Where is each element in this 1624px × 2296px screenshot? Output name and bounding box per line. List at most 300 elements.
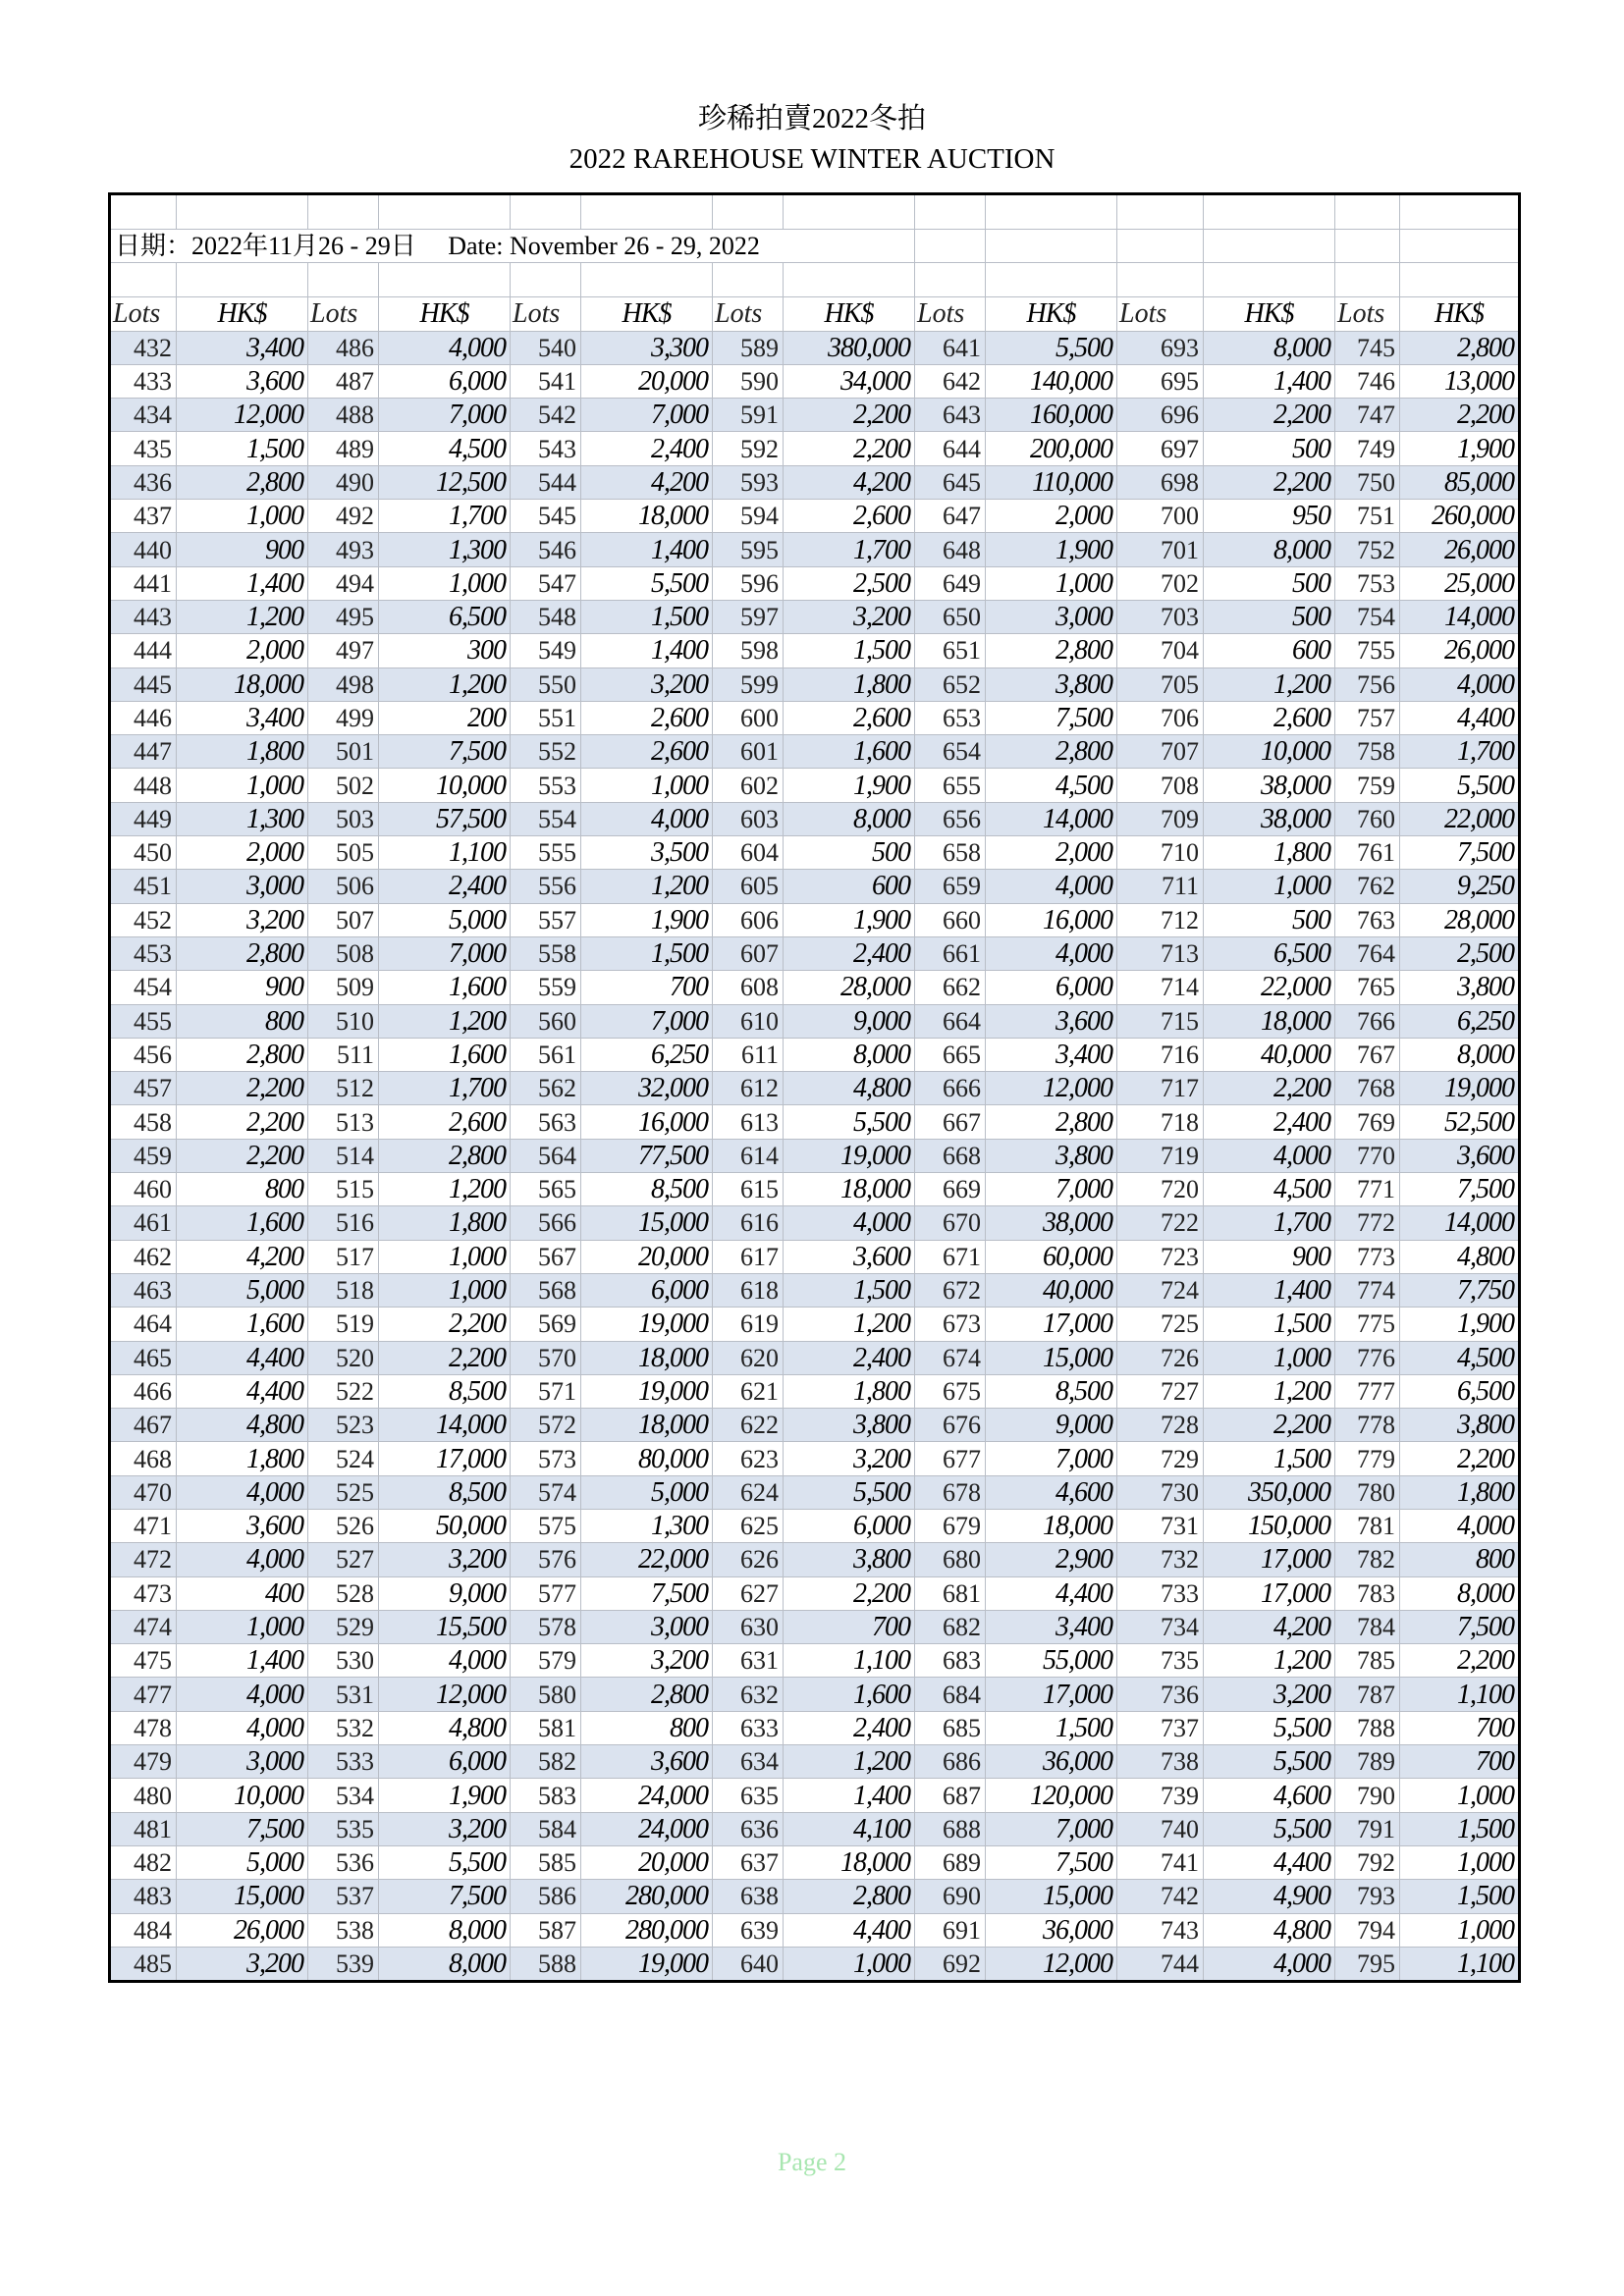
lot-number: 523 (308, 1409, 379, 1442)
lot-number: 519 (308, 1308, 379, 1341)
column-header-row (110, 297, 1520, 331)
table-row (110, 701, 1520, 734)
hammer-price: 4,400 (177, 1374, 308, 1408)
hammer-price: 2,400 (784, 936, 915, 970)
hammer-price: 85,000 (1400, 465, 1520, 499)
hammer-price: 2,500 (784, 566, 915, 600)
lot-number: 562 (511, 1072, 581, 1105)
hammer-price: 4,800 (1400, 1240, 1520, 1273)
lot-number: 592 (713, 432, 784, 465)
hammer-price: 1,800 (784, 1374, 915, 1408)
lot-number: 638 (713, 1880, 784, 1913)
hammer-price: 1,900 (379, 1779, 511, 1812)
lot-number: 760 (1335, 802, 1400, 835)
lot-number: 498 (308, 667, 379, 701)
hammer-price: 3,200 (379, 1543, 511, 1576)
lot-number: 445 (110, 667, 177, 701)
lot-number: 589 (713, 331, 784, 364)
hammer-price: 3,200 (581, 1644, 713, 1678)
hammer-price: 1,000 (177, 769, 308, 802)
hammer-price: 2,800 (177, 1038, 308, 1071)
lot-number: 739 (1117, 1779, 1204, 1812)
date-row (110, 230, 1520, 263)
hammer-price: 2,200 (379, 1341, 511, 1374)
hammer-price: 160,000 (986, 399, 1117, 432)
lot-number: 641 (915, 331, 986, 364)
lot-number: 635 (713, 1779, 784, 1812)
hammer-price: 6,250 (1400, 1004, 1520, 1038)
lot-number: 472 (110, 1543, 177, 1576)
lot-number: 717 (1117, 1072, 1204, 1105)
lots-column-header: Lots (110, 297, 177, 331)
lot-number: 560 (511, 1004, 581, 1038)
lot-number: 603 (713, 802, 784, 835)
lot-number: 453 (110, 936, 177, 970)
hammer-price: 350,000 (1204, 1475, 1335, 1509)
hammer-price: 6,250 (581, 1038, 713, 1071)
lot-number: 788 (1335, 1711, 1400, 1744)
lot-number: 766 (1335, 1004, 1400, 1038)
table-row (110, 1845, 1520, 1879)
hammer-price: 57,500 (379, 802, 511, 835)
auction-title-chinese: 珍稀拍賣2022冬拍 (697, 103, 926, 134)
lot-number: 527 (308, 1543, 379, 1576)
lot-number: 440 (110, 533, 177, 566)
hammer-price: 500 (784, 836, 915, 870)
lot-number: 590 (713, 364, 784, 398)
lot-number: 506 (308, 870, 379, 903)
table-row (110, 1409, 1520, 1442)
hammer-price: 8,000 (784, 802, 915, 835)
lot-number: 466 (110, 1374, 177, 1408)
hammer-price: 7,500 (379, 735, 511, 769)
lot-number: 530 (308, 1644, 379, 1678)
lot-number: 643 (915, 399, 986, 432)
hammer-price: 1,500 (177, 432, 308, 465)
table-row (110, 1947, 1520, 1981)
hammer-price: 950 (1204, 500, 1335, 533)
table-row (110, 1038, 1520, 1071)
hammer-price: 2,200 (1204, 1409, 1335, 1442)
hammer-price: 14,000 (379, 1409, 511, 1442)
lot-number: 558 (511, 936, 581, 970)
lot-number: 669 (915, 1173, 986, 1206)
hammer-price: 50,000 (379, 1509, 511, 1542)
hammer-price: 4,000 (581, 802, 713, 835)
lot-number: 598 (713, 634, 784, 667)
table-row (110, 432, 1520, 465)
hammer-price: 2,800 (379, 1139, 511, 1172)
lot-number: 620 (713, 1341, 784, 1374)
hammer-price: 1,800 (1400, 1475, 1520, 1509)
lot-number: 652 (915, 667, 986, 701)
hammer-price: 4,200 (1204, 1610, 1335, 1643)
hammer-price: 4,500 (1400, 1341, 1520, 1374)
hammer-price: 8,000 (1204, 533, 1335, 566)
hammer-price: 3,400 (986, 1610, 1117, 1643)
lot-number: 621 (713, 1374, 784, 1408)
lot-number: 692 (915, 1947, 986, 1981)
hammer-price: 1,900 (1400, 432, 1520, 465)
hammer-price: 19,000 (784, 1139, 915, 1172)
lot-number: 790 (1335, 1779, 1400, 1812)
lot-number: 563 (511, 1105, 581, 1139)
lot-number: 605 (713, 870, 784, 903)
hammer-price: 10,000 (177, 1779, 308, 1812)
lot-number: 720 (1117, 1173, 1204, 1206)
lot-number: 787 (1335, 1678, 1400, 1711)
table-row (110, 399, 1520, 432)
lot-number: 545 (511, 500, 581, 533)
hammer-price: 5,500 (1204, 1711, 1335, 1744)
hammer-price: 2,800 (986, 735, 1117, 769)
hammer-price: 380,000 (784, 331, 915, 364)
hammer-price: 3,800 (1400, 1409, 1520, 1442)
hammer-price: 25,000 (1400, 566, 1520, 600)
lot-number: 599 (713, 667, 784, 701)
price-column-header: HK$ (1400, 297, 1520, 331)
hammer-price: 1,300 (177, 802, 308, 835)
hammer-price: 3,000 (986, 600, 1117, 633)
hammer-price: 1,800 (177, 1442, 308, 1475)
lot-number: 577 (511, 1576, 581, 1610)
auction-date: 日期：2022年11月26 - 29日 Date: November 26 - 29, 2022 (110, 230, 915, 263)
lot-number: 465 (110, 1341, 177, 1374)
hammer-price: 4,100 (784, 1812, 915, 1845)
hammer-price: 7,500 (1400, 1610, 1520, 1643)
lot-number: 555 (511, 836, 581, 870)
lots-column-header: Lots (1117, 297, 1204, 331)
lot-number: 455 (110, 1004, 177, 1038)
hammer-price: 3,200 (581, 667, 713, 701)
lot-number: 637 (713, 1845, 784, 1879)
lot-number: 539 (308, 1947, 379, 1981)
hammer-price: 40,000 (986, 1273, 1117, 1307)
lot-number: 616 (713, 1206, 784, 1240)
hammer-price: 4,400 (1204, 1845, 1335, 1879)
hammer-price: 2,800 (177, 936, 308, 970)
lot-number: 687 (915, 1779, 986, 1812)
hammer-price: 5,500 (784, 1105, 915, 1139)
lot-number: 734 (1117, 1610, 1204, 1643)
hammer-price: 38,000 (1204, 769, 1335, 802)
table-row (110, 735, 1520, 769)
hammer-price: 6,000 (581, 1273, 713, 1307)
hammer-price: 5,000 (177, 1273, 308, 1307)
hammer-price: 3,800 (986, 667, 1117, 701)
hammer-price: 18,000 (581, 500, 713, 533)
hammer-price: 2,500 (1400, 936, 1520, 970)
hammer-price: 26,000 (1400, 634, 1520, 667)
lot-number: 493 (308, 533, 379, 566)
hammer-price: 900 (1204, 1240, 1335, 1273)
lot-number: 740 (1117, 1812, 1204, 1845)
hammer-price: 18,000 (177, 667, 308, 701)
hammer-price: 6,000 (379, 1745, 511, 1779)
lot-number: 486 (308, 331, 379, 364)
lot-number: 614 (713, 1139, 784, 1172)
lot-number: 554 (511, 802, 581, 835)
hammer-price: 15,000 (986, 1341, 1117, 1374)
hammer-price: 80,000 (581, 1442, 713, 1475)
hammer-price: 4,200 (581, 465, 713, 499)
lot-number: 701 (1117, 533, 1204, 566)
lot-number: 636 (713, 1812, 784, 1845)
table-row (110, 1442, 1520, 1475)
lot-number: 690 (915, 1880, 986, 1913)
lot-number: 671 (915, 1240, 986, 1273)
lot-number: 470 (110, 1475, 177, 1509)
hammer-price: 1,700 (379, 500, 511, 533)
price-column-header: HK$ (784, 297, 915, 331)
table-row (110, 1072, 1520, 1105)
lot-number: 682 (915, 1610, 986, 1643)
lot-number: 789 (1335, 1745, 1400, 1779)
lot-number: 611 (713, 1038, 784, 1071)
lot-number: 513 (308, 1105, 379, 1139)
lot-number: 456 (110, 1038, 177, 1071)
lot-number: 518 (308, 1273, 379, 1307)
hammer-price: 10,000 (379, 769, 511, 802)
table-row (110, 1004, 1520, 1038)
hammer-price: 40,000 (1204, 1038, 1335, 1071)
lot-number: 632 (713, 1678, 784, 1711)
hammer-price: 4,800 (177, 1409, 308, 1442)
lot-number: 670 (915, 1206, 986, 1240)
table-row (110, 634, 1520, 667)
hammer-price: 10,000 (1204, 735, 1335, 769)
table-row (110, 465, 1520, 499)
hammer-price: 22,000 (581, 1543, 713, 1576)
lot-number: 485 (110, 1947, 177, 1981)
lot-number: 658 (915, 836, 986, 870)
hammer-price: 3,600 (784, 1240, 915, 1273)
hammer-price: 7,000 (986, 1812, 1117, 1845)
lot-number: 768 (1335, 1072, 1400, 1105)
hammer-price: 8,500 (379, 1374, 511, 1408)
lot-number: 645 (915, 465, 986, 499)
hammer-price: 500 (1204, 903, 1335, 936)
table-row (110, 1509, 1520, 1542)
lot-number: 793 (1335, 1880, 1400, 1913)
blank-row (110, 263, 1520, 297)
lot-number: 535 (308, 1812, 379, 1845)
hammer-price: 1,100 (1400, 1947, 1520, 1981)
lot-number: 565 (511, 1173, 581, 1206)
hammer-price: 7,000 (379, 399, 511, 432)
lot-number: 693 (1117, 331, 1204, 364)
hammer-price: 1,000 (379, 1240, 511, 1273)
lot-number: 718 (1117, 1105, 1204, 1139)
lot-number: 736 (1117, 1678, 1204, 1711)
hammer-price: 2,600 (784, 500, 915, 533)
lot-number: 713 (1117, 936, 1204, 970)
lot-number: 488 (308, 399, 379, 432)
hammer-price: 4,500 (986, 769, 1117, 802)
lot-number: 612 (713, 1072, 784, 1105)
lot-number: 553 (511, 769, 581, 802)
lot-number: 528 (308, 1576, 379, 1610)
lot-number: 750 (1335, 465, 1400, 499)
hammer-price: 4,600 (1204, 1779, 1335, 1812)
hammer-price: 36,000 (986, 1745, 1117, 1779)
table-row (110, 1711, 1520, 1744)
lot-number: 544 (511, 465, 581, 499)
hammer-price: 3,200 (1204, 1678, 1335, 1711)
lot-number: 726 (1117, 1341, 1204, 1374)
hammer-price: 3,800 (784, 1409, 915, 1442)
hammer-price: 1,000 (1400, 1845, 1520, 1879)
lot-number: 675 (915, 1374, 986, 1408)
hammer-price: 2,800 (177, 465, 308, 499)
lot-number: 676 (915, 1409, 986, 1442)
lot-number: 610 (713, 1004, 784, 1038)
lot-number: 648 (915, 533, 986, 566)
hammer-price: 4,500 (1204, 1173, 1335, 1206)
hammer-price: 22,000 (1400, 802, 1520, 835)
lot-number: 522 (308, 1374, 379, 1408)
lot-number: 550 (511, 667, 581, 701)
hammer-price: 3,800 (1400, 971, 1520, 1004)
hammer-price: 120,000 (986, 1779, 1117, 1812)
hammer-price: 1,000 (581, 769, 713, 802)
lot-number: 569 (511, 1308, 581, 1341)
hammer-price: 1,800 (379, 1206, 511, 1240)
lot-number: 769 (1335, 1105, 1400, 1139)
hammer-price: 1,600 (784, 735, 915, 769)
lot-number: 754 (1335, 600, 1400, 633)
hammer-price: 7,500 (1400, 836, 1520, 870)
hammer-price: 1,200 (581, 870, 713, 903)
lot-number: 497 (308, 634, 379, 667)
lot-number: 436 (110, 465, 177, 499)
hammer-price: 55,000 (986, 1644, 1117, 1678)
lot-number: 531 (308, 1678, 379, 1711)
hammer-price: 700 (784, 1610, 915, 1643)
table-row (110, 1644, 1520, 1678)
lot-number: 515 (308, 1173, 379, 1206)
lot-number: 743 (1117, 1913, 1204, 1947)
lot-number: 435 (110, 432, 177, 465)
price-column-header: HK$ (177, 297, 308, 331)
hammer-price: 2,200 (1204, 399, 1335, 432)
hammer-price: 4,000 (379, 1644, 511, 1678)
hammer-price: 3,600 (177, 1509, 308, 1542)
lot-number: 526 (308, 1509, 379, 1542)
lot-number: 660 (915, 903, 986, 936)
lot-number: 656 (915, 802, 986, 835)
lot-number: 758 (1335, 735, 1400, 769)
hammer-price: 28,000 (1400, 903, 1520, 936)
hammer-price: 8,000 (1400, 1038, 1520, 1071)
lot-number: 462 (110, 1240, 177, 1273)
hammer-price: 7,500 (581, 1576, 713, 1610)
lot-number: 779 (1335, 1442, 1400, 1475)
lot-number: 752 (1335, 533, 1400, 566)
lot-number: 700 (1117, 500, 1204, 533)
lot-number: 471 (110, 1509, 177, 1542)
hammer-price: 200,000 (986, 432, 1117, 465)
lot-number: 541 (511, 364, 581, 398)
hammer-price: 2,800 (986, 1105, 1117, 1139)
table-row (110, 836, 1520, 870)
hammer-price: 4,800 (379, 1711, 511, 1744)
lot-number: 729 (1117, 1442, 1204, 1475)
table-row (110, 500, 1520, 533)
lot-number: 533 (308, 1745, 379, 1779)
hammer-price: 14,000 (1400, 1206, 1520, 1240)
lot-number: 618 (713, 1273, 784, 1307)
hammer-price: 6,500 (1204, 936, 1335, 970)
lot-number: 753 (1335, 566, 1400, 600)
lot-number: 696 (1117, 399, 1204, 432)
hammer-price: 12,000 (986, 1072, 1117, 1105)
hammer-price: 1,900 (986, 533, 1117, 566)
lot-number: 627 (713, 1576, 784, 1610)
hammer-price: 5,500 (1204, 1812, 1335, 1845)
hammer-price: 2,800 (581, 1678, 713, 1711)
lot-number: 570 (511, 1341, 581, 1374)
hammer-price: 2,600 (784, 701, 915, 734)
lot-number: 705 (1117, 667, 1204, 701)
hammer-price: 900 (177, 971, 308, 1004)
lot-number: 489 (308, 432, 379, 465)
lot-number: 783 (1335, 1576, 1400, 1610)
hammer-price: 38,000 (986, 1206, 1117, 1240)
lot-number: 738 (1117, 1745, 1204, 1779)
lot-number: 575 (511, 1509, 581, 1542)
hammer-price: 1,200 (1204, 1644, 1335, 1678)
blank-row (110, 194, 1520, 230)
hammer-price: 1,400 (581, 533, 713, 566)
hammer-price: 2,000 (986, 836, 1117, 870)
lot-number: 742 (1117, 1880, 1204, 1913)
table-row (110, 1779, 1520, 1812)
hammer-price: 2,400 (581, 432, 713, 465)
hammer-price: 500 (1204, 566, 1335, 600)
lot-number: 673 (915, 1308, 986, 1341)
hammer-price: 9,000 (784, 1004, 915, 1038)
lot-number: 785 (1335, 1644, 1400, 1678)
lot-number: 661 (915, 936, 986, 970)
lot-number: 791 (1335, 1812, 1400, 1845)
lots-column-header: Lots (713, 297, 784, 331)
hammer-price: 13,000 (1400, 364, 1520, 398)
lot-number: 640 (713, 1947, 784, 1981)
lot-number: 524 (308, 1442, 379, 1475)
hammer-price: 2,200 (1400, 399, 1520, 432)
hammer-price: 3,600 (986, 1004, 1117, 1038)
hammer-price: 3,000 (581, 1610, 713, 1643)
hammer-price: 36,000 (986, 1913, 1117, 1947)
lot-number: 615 (713, 1173, 784, 1206)
lot-number: 759 (1335, 769, 1400, 802)
lot-number: 538 (308, 1913, 379, 1947)
hammer-price: 1,400 (1204, 364, 1335, 398)
lot-number: 446 (110, 701, 177, 734)
hammer-price: 3,300 (581, 331, 713, 364)
lot-number: 516 (308, 1206, 379, 1240)
lot-number: 443 (110, 600, 177, 633)
hammer-price: 280,000 (581, 1913, 713, 1947)
lot-number: 723 (1117, 1240, 1204, 1273)
table-row (110, 1308, 1520, 1341)
lot-number: 607 (713, 936, 784, 970)
hammer-price: 2,200 (379, 1308, 511, 1341)
lot-number: 707 (1117, 735, 1204, 769)
hammer-price: 3,600 (1400, 1139, 1520, 1172)
hammer-price: 1,800 (784, 667, 915, 701)
